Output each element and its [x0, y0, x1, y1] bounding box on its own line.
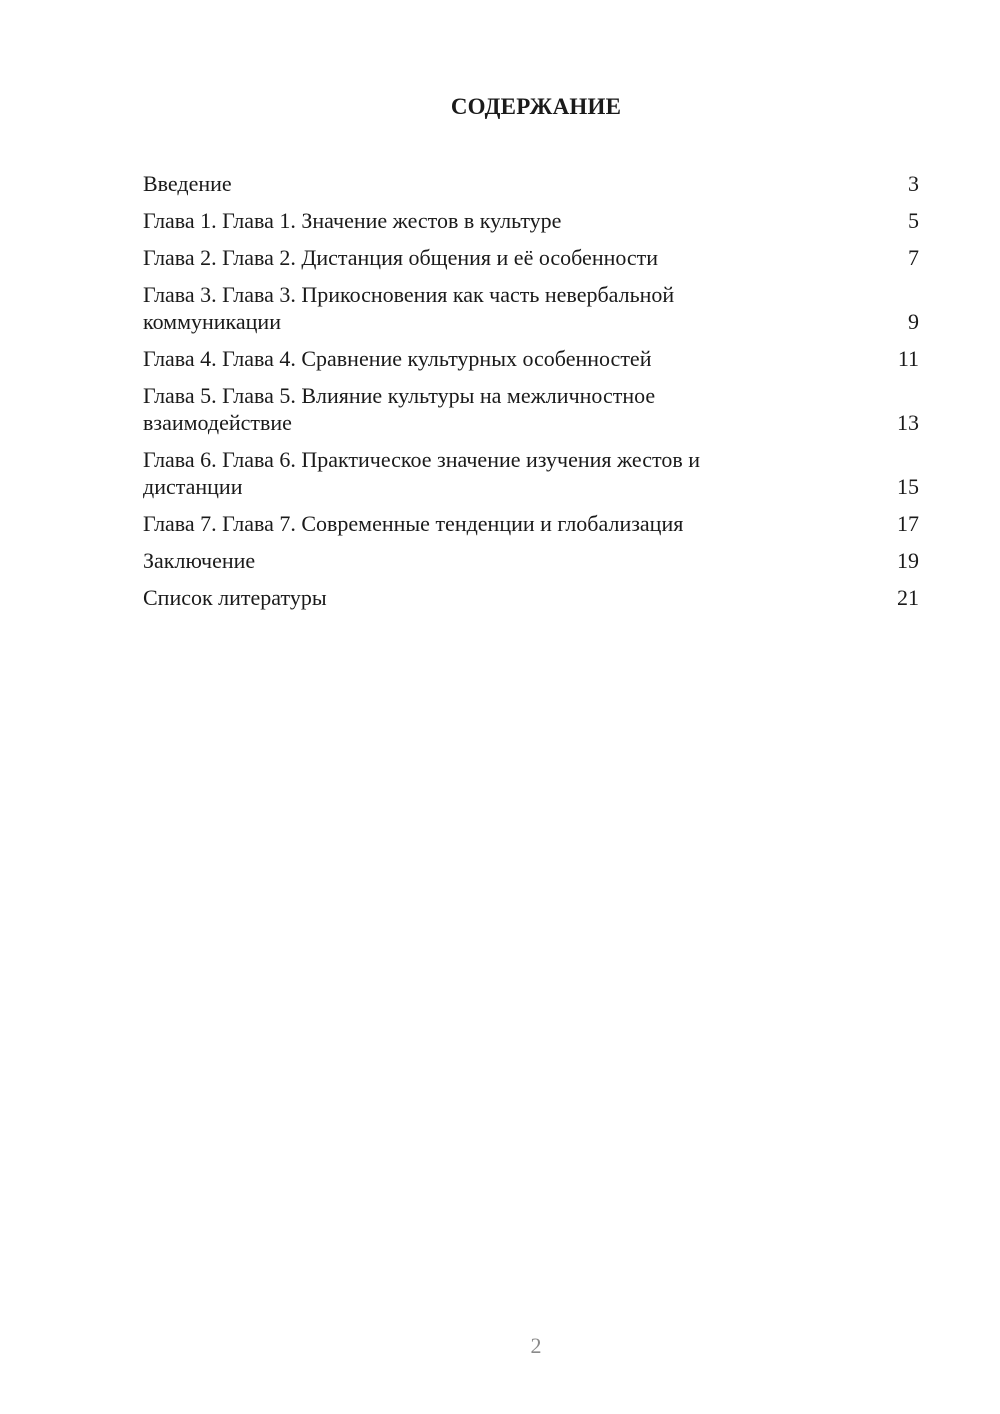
- toc-entry-label: Глава 4. Глава 4. Сравнение культурных особенностей: [143, 346, 652, 371]
- page-number: 2: [530, 1333, 542, 1358]
- toc-entry-introduction[interactable]: [143, 170, 919, 197]
- toc-entry-page: 21: [897, 585, 919, 610]
- toc-entry-page: 9: [908, 309, 919, 334]
- toc-entry-label: Заключение: [143, 548, 256, 573]
- document-title: СОДЕРЖАНИЕ: [450, 94, 622, 119]
- toc-entry-chapter-1[interactable]: [143, 207, 919, 234]
- toc-entry-chapter-4[interactable]: [143, 345, 919, 372]
- toc-entry-conclusion[interactable]: [143, 547, 919, 574]
- toc-entry-label: Глава 1. Глава 1. Значение жестов в культуре: [143, 208, 562, 233]
- toc-entry-label: Глава 2. Глава 2. Дистанция общения и её особенности: [143, 245, 659, 270]
- toc-entry-page: 3: [908, 171, 919, 196]
- toc-entry-label: Список литературы: [143, 585, 327, 610]
- toc-entry-page: 5: [908, 208, 919, 233]
- toc-entry-label: Глава 3. Глава 3. Прикосновения как часть невербальной коммуникации: [143, 282, 675, 334]
- toc-entry-page: 11: [897, 346, 919, 371]
- toc-entry-page: 15: [897, 474, 919, 499]
- toc-entry-page: 19: [897, 548, 919, 573]
- toc-entry-page: 7: [908, 245, 919, 270]
- toc-entry-references[interactable]: [143, 584, 919, 611]
- toc-entry-label: Глава 6. Глава 6. Практическое значение изучения жестов и дистанции: [143, 447, 700, 499]
- toc-entry-label: Глава 7. Глава 7. Современные тенденции и глобализация: [143, 511, 684, 536]
- toc-entry-page: 17: [897, 511, 919, 536]
- toc-entry-page: 13: [897, 410, 919, 435]
- toc-entry-chapter-5[interactable]: [143, 382, 919, 436]
- toc-entry-label: Введение: [143, 171, 232, 196]
- toc-entry-chapter-3[interactable]: [143, 281, 919, 335]
- toc-entry-chapter-7[interactable]: [143, 510, 919, 537]
- toc-entry-label: Глава 5. Глава 5. Влияние культуры на межличностное взаимодействие: [143, 383, 656, 435]
- table-of-contents: [143, 170, 919, 621]
- toc-entry-chapter-2[interactable]: [143, 244, 919, 271]
- toc-entry-chapter-6[interactable]: [143, 446, 919, 500]
